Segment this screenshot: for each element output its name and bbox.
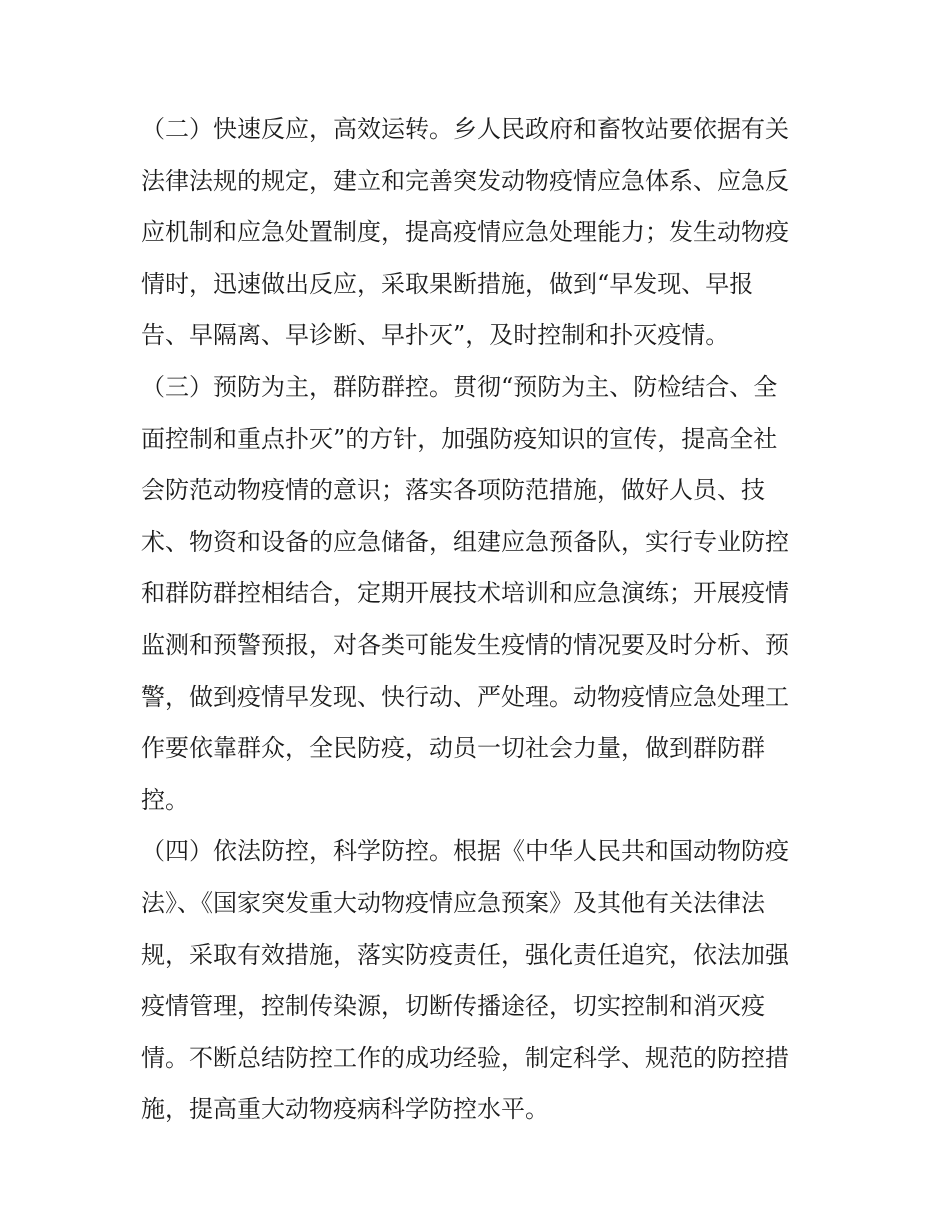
text-line: 会防范动物疫情的意识；落实各项防范措施，做好人员、技 — [141, 476, 765, 505]
text-line: 施，提高重大动物疫病科学防控水平。 — [141, 1095, 549, 1124]
text-line: 应机制和应急处置制度，提高疫情应急处理能力；发生动物疫 — [141, 218, 789, 247]
text-line: 情。不断总结防控工作的成功经验，制定科学、规范的防控措 — [141, 1043, 789, 1072]
text-line: 法》、《国家突发重大动物疫情应急预案》及其他有关法律法 — [141, 888, 765, 917]
text-line: 法律法规的规定，建立和完善突发动物疫情应急体系、应急反 — [141, 166, 789, 195]
text-line: 情时，迅速做出反应，采取果断措施，做到“早发现、早报 — [141, 269, 754, 298]
text-line: （二）快速反应，高效运转。乡人民政府和畜牧站要依据有关 — [141, 115, 789, 143]
text-line: 面控制和重点扑灭”的方针，加强防疫知识的宣传，提高全社 — [141, 424, 778, 453]
text-line: 控。 — [141, 785, 189, 814]
text-line: 警，做到疫情早发现、快行动、严处理。动物疫情应急处理工 — [141, 682, 789, 711]
text-line: 监测和预警预报，对各类可能发生疫情的情况要及时分析、预 — [141, 630, 789, 659]
text-line: 告、早隔离、早诊断、早扑灭”，及时控制和扑灭疫情。 — [141, 321, 730, 350]
text-line: 和群防群控相结合，定期开展技术培训和应急演练；开展疫情 — [141, 579, 789, 608]
text-line: （三）预防为主，群防群控。贯彻“预防为主、防检结合、全 — [141, 372, 778, 401]
text-line: 作要依靠群众，全民防疫，动员一切社会力量，做到群防群 — [141, 734, 765, 763]
text-line: 规，采取有效措施，落实防疫责任，强化责任追究，依法加强 — [141, 940, 789, 969]
text-line: （四）依法防控，科学防控。根据《中华人民共和国动物防疫 — [141, 837, 789, 866]
text-line: 疫情管理，控制传染源，切断传播途径，切实控制和消灭疫 — [141, 992, 765, 1021]
text-line: 术、物资和设备的应急储备，组建应急预备队，实行专业防控 — [141, 527, 789, 556]
document-body — [141, 104, 821, 1136]
